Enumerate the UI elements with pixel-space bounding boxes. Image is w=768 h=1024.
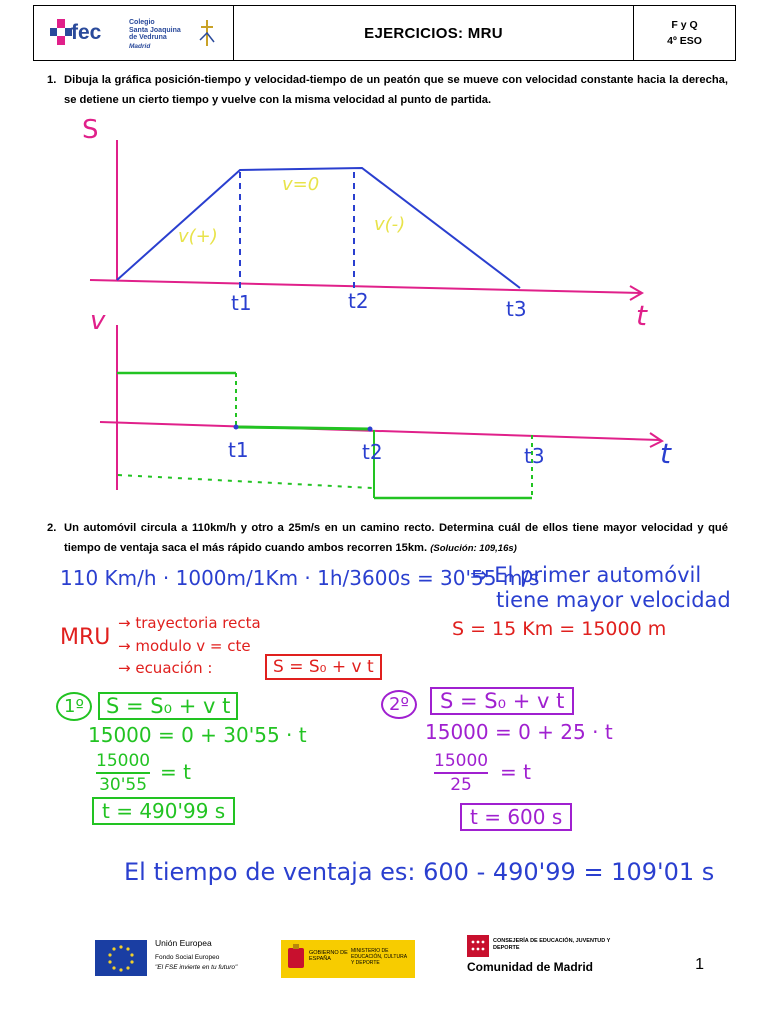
tick-t1: t1	[231, 291, 252, 315]
car-2-result: t = 600 s	[460, 803, 572, 831]
mru-item-3: → ecuación :	[118, 659, 213, 677]
level-cell	[634, 6, 735, 60]
velocity-time-graph	[0, 305, 768, 505]
dotted-segment	[118, 475, 372, 488]
solution-text: (Solución: 109,16s)	[430, 543, 517, 554]
tick-t2: t2	[348, 289, 369, 313]
mru-item-1: → trayectoria recta	[118, 614, 261, 632]
cam-name: Comunidad de Madrid	[467, 960, 593, 974]
question-2-text: Un automóvil circula a 110km/h y otro a 25m/s en un camino recto. Determina cuál de ellos tiene mayor velocidad y qué tiempo de ventaja saca el más rápido cuando ambos recorren 15km.	[64, 522, 728, 554]
footer-logos	[95, 935, 745, 980]
t-axis-2	[100, 422, 660, 440]
tick2-t2: t2	[362, 440, 383, 464]
eu-fund: Fondo Social Europeo	[155, 954, 220, 961]
question-2	[64, 518, 728, 559]
page-title: EJERCICIOS: MRU	[364, 24, 503, 42]
annotation-v-minus: v(-)	[374, 214, 406, 235]
car-1-label: 1º	[56, 692, 92, 721]
question-1	[64, 70, 728, 110]
t-axis-label: t	[636, 299, 647, 330]
logo-cell	[34, 6, 234, 60]
zero-velocity-segment	[236, 427, 370, 429]
car-2-equation: S = S₀ + v t	[430, 687, 574, 715]
page-number: 1	[695, 956, 704, 973]
car-1-equation: S = S₀ + v t	[98, 692, 238, 720]
mru-title: MRU	[60, 625, 111, 650]
school-logo	[50, 16, 230, 54]
eu-motto: "El FSE invierte en tu futuro"	[155, 964, 238, 971]
level-label: 4º ESO	[667, 35, 702, 47]
final-answer: El tiempo de ventaja es: 600 - 490'99 = 109'01 s	[124, 858, 715, 886]
ministry-logo	[281, 940, 415, 978]
cam-department: CONSEJERÍA DE EDUCACIÓN, JUVENTUD Y DEPORTE	[493, 938, 611, 951]
car-1-substitution: 15000 = 0 + 30'55 · t	[88, 723, 307, 747]
school-city: Madrid	[129, 43, 151, 50]
question-1-text: Dibuja la gráfica posición-tiempo y velocidad-tiempo de un peatón que se mueve con velocidad constante hacia la derecha, se detiene un cierto tiempo y vuelve con la misma velocidad al punto de partida.	[64, 74, 728, 106]
ministry-text: MINISTERIO DE EDUCACIÓN, CULTURA Y DEPORTE	[351, 948, 407, 966]
position-time-graph	[0, 110, 768, 330]
car-2-fraction-result: = t	[500, 760, 531, 784]
madrid-flag-icon	[467, 935, 489, 957]
brand-text: fec	[71, 21, 102, 44]
gov-text: GOBIERNO DE ESPAÑA	[309, 950, 348, 962]
unit-conversion: 110 Km/h · 1000m/1Km · 1h/3600s = 30'55 m/s	[60, 566, 540, 590]
tick2-t1: t1	[228, 438, 249, 462]
eu-flag-icon	[95, 940, 147, 976]
car-2-label: 2º	[381, 690, 417, 719]
car-2-substitution: 15000 = 0 + 25 · t	[425, 720, 613, 744]
mru-item-2: → modulo v = cte	[118, 637, 251, 655]
annotation-v-plus: v(+)	[178, 226, 218, 247]
car-1-fraction-result: = t	[160, 760, 191, 784]
subject-label: F y Q	[671, 19, 698, 31]
mru-equation: S = S₀ + v t	[265, 654, 382, 680]
car-2-fraction: 15000 25	[434, 751, 489, 795]
annotation-v-zero: v=0	[282, 174, 320, 195]
school-name: Colegio Santa Joaquina de Vedruna	[129, 19, 181, 41]
title-cell	[234, 6, 634, 60]
t-axis-2-label: t	[660, 437, 671, 470]
car-1-fraction: 15000 30'55	[96, 751, 151, 795]
v-axis-label: v	[90, 306, 106, 336]
fec-cross-icon	[50, 19, 72, 45]
distance-conversion: S = 15 Km = 15000 m	[452, 618, 667, 640]
header-table	[33, 5, 736, 61]
eu-title: Unión Europea	[155, 938, 212, 948]
tick-t3: t3	[506, 297, 527, 321]
conclusion-line-1: ⇒ El primer automóvil	[470, 563, 702, 587]
question-1-number: 1.	[47, 74, 57, 86]
spain-coat-of-arms-icon	[285, 944, 307, 974]
cross-emblem-icon	[197, 18, 217, 48]
tick2-t3: t3	[524, 444, 545, 468]
question-2-number: 2.	[47, 522, 57, 534]
s-axis-label: S	[82, 115, 99, 145]
conclusion-line-2: tiene mayor velocidad	[496, 588, 731, 612]
car-1-result: t = 490'99 s	[92, 797, 235, 825]
